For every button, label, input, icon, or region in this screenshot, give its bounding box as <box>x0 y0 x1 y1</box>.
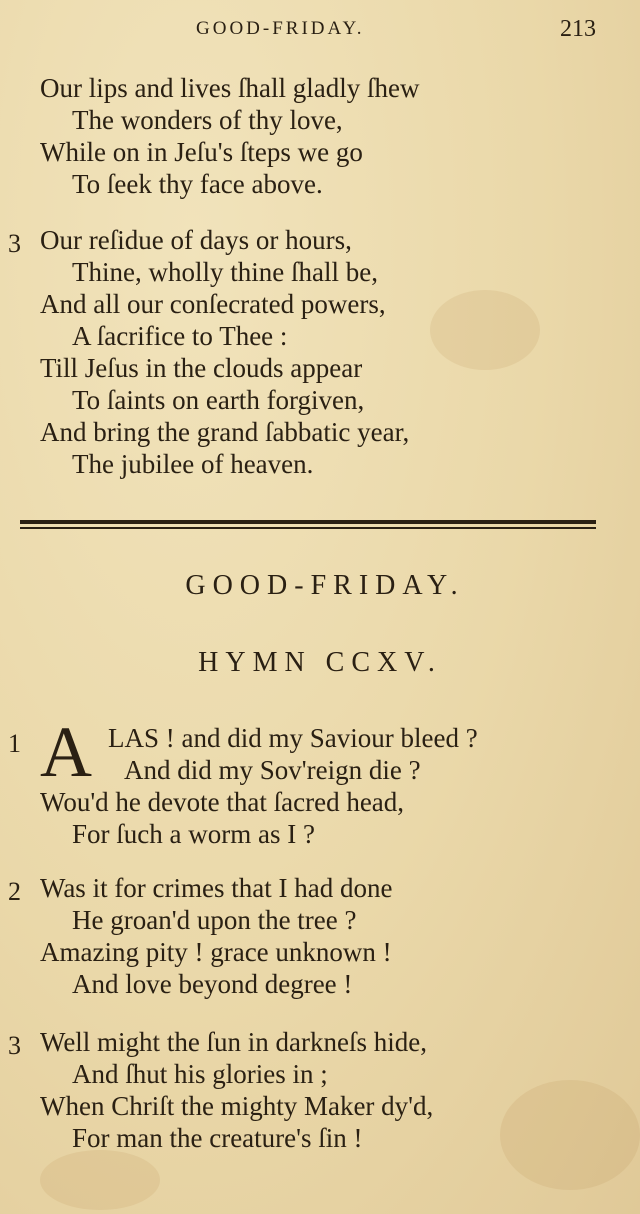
verse-line: A ſacrifice to Thee : <box>72 321 288 351</box>
verse-line: LAS ! and did my Saviour bleed ? <box>108 723 478 753</box>
drop-cap: A <box>40 712 92 792</box>
verse-line: Our lips and lives ſhall gladly ſhew <box>40 73 420 103</box>
verse-line: Thine, wholly thine ſhall be, <box>72 257 378 287</box>
verse-number: 3 <box>8 1031 21 1060</box>
paper-stain <box>500 1080 640 1190</box>
verse-line: To ſaints on earth forgiven, <box>72 385 365 415</box>
running-head-title: GOOD-FRIDAY. <box>196 18 365 39</box>
verse-line: For ſuch a worm as I ? <box>72 819 315 849</box>
verse-line: And love beyond degree ! <box>72 969 353 999</box>
verse-line: Was it for crimes that I had done <box>40 873 393 903</box>
verse-line: And bring the grand ſabbatic year, <box>40 417 410 447</box>
verse-line: And did my Sov'reign die ? <box>124 755 421 785</box>
section-divider <box>20 520 596 524</box>
section-divider <box>20 527 596 529</box>
verse-number: 1 <box>8 729 21 758</box>
verse-line: The wonders of thy love, <box>72 105 343 135</box>
verse-line: And all our conſecrated powers, <box>40 289 386 319</box>
verse-line: Amazing pity ! grace unknown ! <box>40 937 392 967</box>
verse-number: 3 <box>8 229 21 258</box>
verse-line: While on in Jeſu's ſteps we go <box>40 137 363 167</box>
running-head <box>0 18 640 52</box>
verse-line: For man the creature's ſin ! <box>72 1123 363 1153</box>
verse-line: And ſhut his glories in ; <box>72 1059 328 1089</box>
verse-line: The jubilee of heaven. <box>72 449 314 479</box>
verse-number: 2 <box>8 877 21 906</box>
paper-stain <box>40 1150 160 1210</box>
verse-line: Our reſidue of days or hours, <box>40 225 352 255</box>
paper-stain <box>430 290 540 370</box>
verse-line: Till Jeſus in the clouds appear <box>40 353 363 383</box>
section-title: GOOD-FRIDAY. <box>185 570 465 601</box>
page-number: 213 <box>560 16 596 42</box>
verse-line: Wou'd he devote that ſacred head, <box>40 787 405 817</box>
verse-line: Well might the ſun in darkneſs hide, <box>40 1027 428 1057</box>
verse-line: When Chriſt the mighty Maker dy'd, <box>40 1091 434 1121</box>
verse-line: He groan'd upon the tree ? <box>72 905 357 935</box>
hymn-title: HYMN CCXV. <box>198 647 442 678</box>
verse-line: To ſeek thy face above. <box>72 169 323 199</box>
